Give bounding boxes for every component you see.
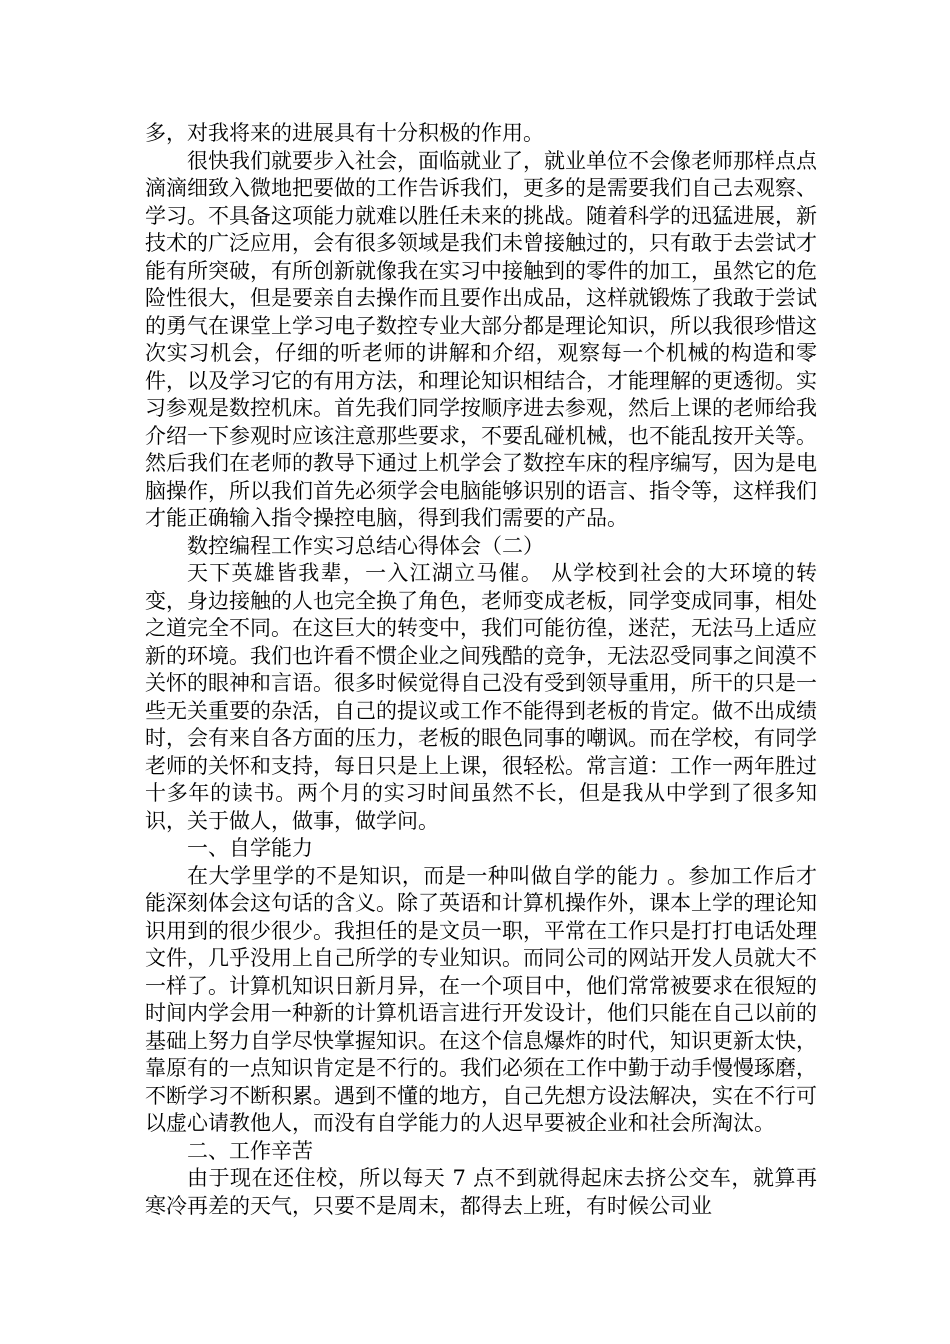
paragraph-continuation: 多，对我将来的进展具有十分积极的作用。 bbox=[145, 121, 544, 145]
paragraph-body: 很快我们就要步入社会，面临就业了，就业单位不会像老师那样点点滴滴细致入微地把要做的工作告诉我们，更多的是需要我们自己去观察、学习。不具备这项能力就难以胜任未来的挑战。随着科学的迅猛进展，新技术的广泛应用，会有很多领域是我们未曾接触过的，只有敢于去尝试才能有所突破，有所创新就像我在实习中接触到的零件的加工，虽然它的危险性很大，但是要亲自去操作而且要作出成品，这样就锻炼了我敢于尝试的勇气在课堂上学习电子数控专业大部分都是理论知识，所以我很珍惜这次实习机会，仔细的听老师的讲解和介绍，观察每一个机械的构造和零件，以及学习它的有用方法，和理论知识相结合，才能理解的更透彻。实习参观是数控机床。首先我们同学按顺序进去参观，然后上课的老师给我介绍一下参观时应该注意那些要求，不要乱碰机械，也不能乱按开关等。然后我们在老师的教导下通过上机学会了数控车床的程序编写，因为是电脑操作，所以我们首先必须学会电脑能够识别的语言、指令等，这样我们才能正确输入指令操控电脑，得到我们需要的产品。 bbox=[145, 148, 817, 530]
paragraph-body: 在大学里学的不是知识，而是一种叫做自学的能力 。参加工作后才能深刻体会这句话的含义。除了英语和计算机操作外，课本上学的理论知识用到的很少很少。我担任的是文员一职，平常在工作只是打打电话处理文件，几乎没用上自己所学的专业知识。而同公司的网站开发人员就大不一样了。计算机知识日新月异，在一个项目中，他们常常被要求在很短的时间内学会用一种新的计算机语言进行开发设计，他们只能在自己以前的基础上努力自学尽快掌握知识。在这个信息爆炸的时代，知识更新太快，靠原有的一点知识肯定是不行的。我们必须在工作中勤于动手慢慢琢磨，不断学习不断积累。遇到不懂的地方，自己先想方设法解决，实在不行可以虚心请教他人，而没有自学能力的人迟早要被企业和社会所淘汰。 bbox=[145, 863, 817, 1135]
section-heading-hard-work: 二、工作辛苦 bbox=[187, 1138, 313, 1163]
paragraph-body: 由于现在还住校，所以每天 7 点不到就得起床去挤公交车，就算再寒冷再差的天气，只要不是周末，都得去上班，有时候公司业 bbox=[145, 1166, 817, 1218]
section-heading-self-learning: 一、自学能力 bbox=[187, 836, 313, 860]
document-body bbox=[145, 120, 817, 1220]
section-title: 数控编程工作实习总结心得体会（二） bbox=[187, 533, 544, 558]
paragraph-body: 天下英雄皆我辈，一入江湖立马催。 从学校到社会的大环境的转变，身边接触的人也完全换了角色，老师变成老板，同学变成同事，相处之道完全不同。在这巨大的转变中，我们可能彷徨，迷茫，无法马上适应新的环境。我们也许看不惯企业之间残酷的竞争，无法忍受同事之间漠不关怀的眼神和言语。很多时候觉得自己没有受到领导重用，所干的只是一些无关重要的杂活，自己的提议或工作不能得到老板的肯定。做不出成绩时，会有来自各方面的压力，老板的眼色同事的嘲讽。而在学校，有同学老师的关怀和支持，每日只是上上课，很轻松。常言道：工作一两年胜过十多年的读书。两个月的实习时间虽然不长，但是我从中学到了很多知识，关于做人，做事，做学问。 bbox=[145, 561, 817, 833]
